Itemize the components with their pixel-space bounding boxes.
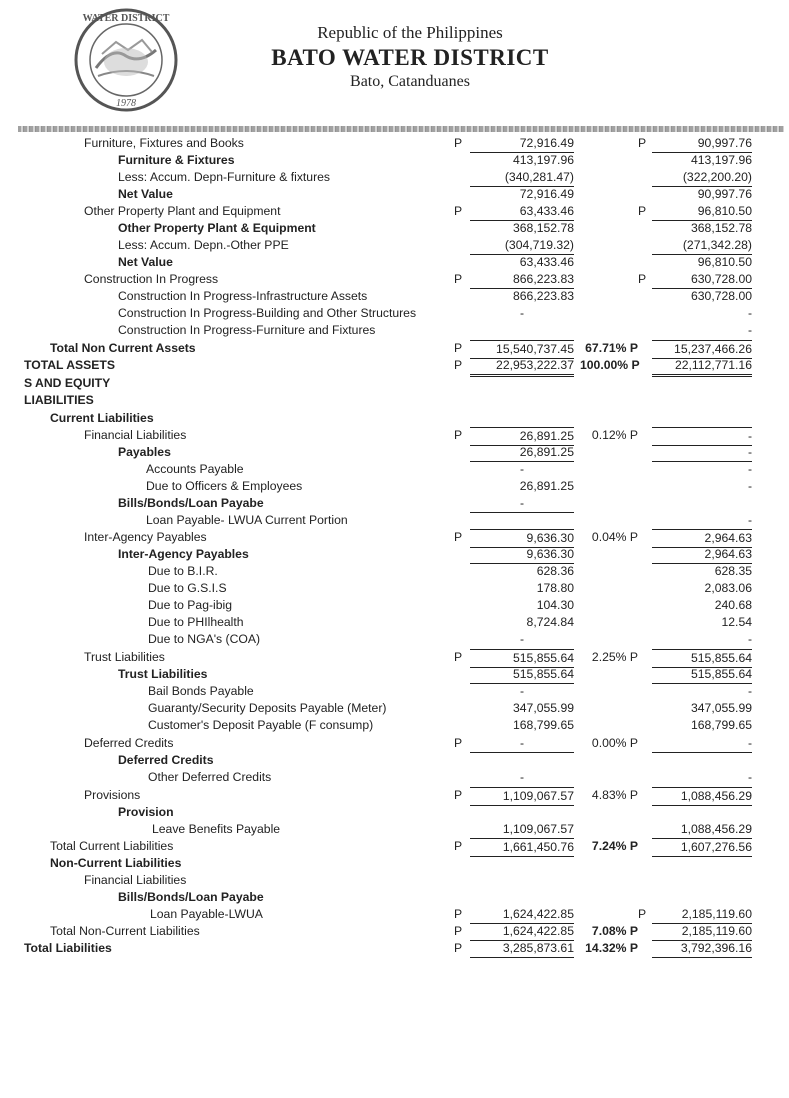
prior-year-value: 90,997.76 [697, 187, 752, 201]
current-year-value: 15,540,737.45 [470, 340, 574, 359]
statement-row [0, 940, 789, 957]
statement-row [0, 271, 789, 288]
statement-row [0, 872, 789, 889]
peso-sign: P [454, 358, 463, 372]
current-year-value: 72,916.49 [519, 187, 574, 201]
prior-year-value: - [747, 513, 752, 527]
statement-row [0, 700, 789, 717]
percent-share: 0.00% P [591, 736, 638, 750]
current-year-value: 413,197.96 [513, 153, 574, 167]
row-label: Customer's Deposit Payable (F consump) [148, 718, 374, 732]
prior-year-value: - [652, 427, 752, 446]
statement-row [0, 787, 789, 804]
prior-year-value: - [652, 735, 752, 753]
row-label: Less: Accum. Depn.-Other PPE [118, 238, 289, 252]
statement-row [0, 923, 789, 940]
statement-row [0, 461, 789, 478]
statement-row [0, 735, 789, 752]
peso-sign: P [454, 736, 463, 750]
prior-year-value: 628.35 [714, 564, 752, 578]
prior-year-value: 96,810.50 [652, 203, 752, 221]
prior-year-value: 22,112,771.16 [652, 357, 752, 377]
current-year-value: 8,724.84 [526, 615, 574, 629]
prior-year-value: 630,728.00 [691, 289, 752, 303]
peso-sign: P [454, 136, 463, 150]
row-label: Due to NGA's (COA) [148, 632, 261, 646]
district-name: BATO WATER DISTRICT [271, 45, 549, 70]
row-label: Due to G.S.I.S [148, 581, 227, 595]
statement-row [0, 186, 789, 203]
statement-row [0, 906, 789, 923]
current-year-value: 168,799.65 [513, 718, 574, 732]
row-label: Total Current Liabilities [50, 839, 174, 853]
statement-row [0, 889, 789, 906]
prior-year-value: - [747, 684, 752, 698]
statement-row [0, 546, 789, 563]
percent-share: 14.32% P [585, 941, 638, 955]
statement-row [0, 838, 789, 855]
statement-row [0, 203, 789, 220]
current-year-value: 1,624,422.85 [470, 906, 574, 924]
row-label: Financial Liabilities [84, 428, 187, 442]
statement-row [0, 254, 789, 271]
current-year-value: (304,719.32) [470, 237, 574, 255]
statement-row [0, 769, 789, 786]
statement-row [0, 410, 789, 427]
current-year-value: 72,916.49 [470, 135, 574, 153]
prior-year-value: - [652, 444, 752, 462]
republic-line: Republic of the Philippines [317, 23, 503, 42]
header-divider [18, 126, 784, 132]
peso-sign: P [454, 650, 463, 664]
statement-row [0, 631, 789, 648]
statement-row [0, 821, 789, 838]
row-label: Loan Payable- LWUA Current Portion [146, 513, 348, 527]
statement-row [0, 683, 789, 700]
current-year-value: (340,281.47) [470, 169, 574, 187]
prior-year-value: 168,799.65 [691, 718, 752, 732]
row-label: Leave Benefits Payable [152, 822, 281, 836]
current-year-value: - [519, 462, 525, 476]
percent-share: 100.00% P [580, 358, 640, 372]
peso-sign: P [454, 428, 463, 442]
statement-row [0, 717, 789, 734]
statement-row [0, 478, 789, 495]
current-year-value: 22,953,222.37 [470, 357, 574, 377]
row-label: Inter-Agency Payables [118, 547, 249, 561]
district-address: Bato, Catanduanes [350, 73, 470, 90]
seal-year: 1978 [116, 98, 136, 109]
statement-row [0, 512, 789, 529]
statement-row [0, 340, 789, 357]
prior-year-value: 2,185,119.60 [652, 906, 752, 924]
current-year-value: 9,636.30 [470, 529, 574, 548]
peso-sign: P [454, 924, 463, 938]
row-label: Total Non-Current Liabilities [50, 924, 200, 938]
prior-year-value: - [747, 306, 752, 320]
current-year-value: 347,055.99 [513, 701, 574, 715]
prior-year-value: - [747, 770, 752, 784]
row-label: Construction In Progress-Furniture and Fixtures [118, 323, 376, 337]
row-label: Other Property Plant & Equipment [118, 221, 316, 235]
row-label: Less: Accum. Depn-Furniture & fixtures [118, 170, 331, 184]
row-label: Net Value [118, 187, 173, 201]
prior-year-value: 515,855.64 [652, 666, 752, 684]
current-year-value: 866,223.83 [470, 271, 574, 289]
row-label: Deferred Credits [118, 753, 214, 767]
row-label: Total Liabilities [24, 941, 112, 955]
current-year-value: 628.36 [536, 564, 574, 578]
statement-row [0, 152, 789, 169]
percent-share: 0.04% P [591, 530, 638, 544]
prior-year-value: 368,152.78 [691, 221, 752, 235]
statement-row [0, 427, 789, 444]
row-label: Net Value [118, 255, 173, 269]
statement-row [0, 220, 789, 237]
prior-year-value: 2,964.63 [652, 546, 752, 564]
row-label: Financial Liabilities [84, 873, 187, 887]
prior-year-value: 2,185,119.60 [652, 923, 752, 941]
statement-row [0, 597, 789, 614]
prior-year-value: 630,728.00 [652, 271, 752, 289]
current-year-value: 63,433.46 [519, 255, 574, 269]
statement-row [0, 752, 789, 769]
current-year-value: - [519, 306, 525, 320]
statement-row [0, 357, 789, 374]
statement-row [0, 288, 789, 305]
percent-share: 4.83% P [591, 788, 638, 802]
peso-sign: P [454, 788, 463, 802]
prior-year-value: - [747, 479, 752, 493]
percent-share: 0.12% P [591, 428, 638, 442]
statement-row [0, 305, 789, 322]
row-label: Due to Pag-ibig [148, 598, 233, 612]
prior-year-value: (322,200.20) [652, 169, 752, 187]
current-year-value: 866,223.83 [513, 289, 574, 303]
row-label: Payables [118, 445, 171, 459]
current-year-value: - [519, 770, 525, 784]
statement-row [0, 135, 789, 152]
row-label: Guaranty/Security Deposits Payable (Meter) [148, 701, 387, 715]
row-label: Accounts Payable [146, 462, 244, 476]
statement-row [0, 375, 789, 392]
current-year-value: - [519, 684, 525, 698]
row-label: S AND EQUITY [24, 376, 111, 390]
row-label: Provision [118, 805, 174, 819]
current-year-value: 26,891.25 [519, 479, 574, 493]
prior-year-value: - [747, 632, 752, 646]
current-year-value: 178.80 [536, 581, 574, 595]
prior-year-value: 15,237,466.26 [652, 340, 752, 359]
row-label: Loan Payable-LWUA [150, 907, 263, 921]
prior-year-value: 2,083.06 [704, 581, 752, 595]
row-label: Total Non Current Assets [50, 341, 196, 355]
prior-year-value: 240.68 [714, 598, 752, 612]
row-label: Bills/Bonds/Loan Payabe [118, 496, 264, 510]
current-year-value: 515,855.64 [470, 666, 574, 684]
current-year-value: 26,891.25 [470, 427, 574, 446]
current-year-value: 9,636.30 [470, 546, 574, 564]
row-label: Construction In Progress-Infrastructure Assets [118, 289, 368, 303]
row-label: Deferred Credits [84, 736, 174, 750]
peso-sign: P [454, 272, 463, 286]
peso-sign: P [454, 341, 463, 355]
prior-year-value: 515,855.64 [652, 649, 752, 668]
row-label: Furniture & Fixtures [118, 153, 235, 167]
prior-year-value: 12.54 [721, 615, 752, 629]
statement-row [0, 529, 789, 546]
statement-row [0, 666, 789, 683]
seal-top-text: WATER DISTRICT [82, 13, 170, 24]
prior-year-value: 3,792,396.16 [652, 940, 752, 958]
prior-year-value: 90,997.76 [652, 135, 752, 153]
statement-row [0, 563, 789, 580]
prior-year-value: 1,607,276.56 [652, 838, 752, 857]
current-year-value: 1,661,450.76 [470, 838, 574, 857]
statement-row [0, 614, 789, 631]
prior-year-value: 347,055.99 [691, 701, 752, 715]
prior-year-value: - [747, 462, 752, 476]
row-label: Provisions [84, 788, 141, 802]
current-year-value: 1,624,422.85 [470, 923, 574, 941]
statement-row [0, 495, 789, 512]
percent-share: 2.25% P [591, 650, 638, 664]
row-label: Trust Liabilities [118, 667, 208, 681]
row-label: Construction In Progress [84, 272, 219, 286]
prior-year-value: (271,342.28) [652, 237, 752, 255]
prior-year-value: 1,088,456.29 [652, 787, 752, 806]
letterhead [200, 22, 620, 92]
percent-share: 7.24% P [591, 839, 638, 853]
current-year-value: - [470, 735, 574, 753]
row-label: Bills/Bonds/Loan Payabe [118, 890, 264, 904]
row-label: Due to PHIlhealth [148, 615, 244, 629]
row-label: TOTAL ASSETS [24, 358, 115, 372]
peso-sign: P [638, 907, 647, 921]
row-label: Due to Officers & Employees [146, 479, 303, 493]
peso-sign: P [454, 839, 463, 853]
peso-sign: P [638, 272, 647, 286]
current-year-value: 26,891.25 [470, 444, 574, 462]
row-label: Other Deferred Credits [148, 770, 272, 784]
row-label: Inter-Agency Payables [84, 530, 207, 544]
statement-row [0, 237, 789, 254]
row-label: Construction In Progress-Building and Other Structures [118, 306, 417, 320]
row-label: Non-Current Liabilities [50, 856, 182, 870]
row-label: Furniture, Fixtures and Books [84, 136, 244, 150]
row-label: Other Property Plant and Equipment [84, 204, 281, 218]
statement-row [0, 444, 789, 461]
prior-year-value: 96,810.50 [697, 255, 752, 269]
statement-row [0, 322, 789, 339]
prior-year-value: 2,964.63 [652, 529, 752, 548]
peso-sign: P [638, 136, 647, 150]
percent-share: 67.71% P [585, 341, 638, 355]
prior-year-value: 413,197.96 [691, 153, 752, 167]
statement-row [0, 855, 789, 872]
peso-sign: P [454, 204, 463, 218]
water-district-seal [72, 6, 180, 114]
peso-sign: P [638, 204, 647, 218]
current-year-value: 3,285,873.61 [470, 940, 574, 958]
peso-sign: P [454, 941, 463, 955]
current-year-value: 104.30 [536, 598, 574, 612]
row-label: LIABILITIES [24, 393, 94, 407]
statement-row [0, 169, 789, 186]
statement-row [0, 580, 789, 597]
current-year-value: 63,433.46 [470, 203, 574, 221]
current-year-value: 1,109,067.57 [470, 787, 574, 806]
percent-share: 7.08% P [591, 924, 638, 938]
prior-year-value: 1,088,456.29 [680, 822, 752, 836]
statement-row [0, 804, 789, 821]
statement-row [0, 649, 789, 666]
statement-row [0, 392, 789, 409]
current-year-value: - [519, 632, 525, 646]
peso-sign: P [454, 907, 463, 921]
row-label: Bail Bonds Payable [148, 684, 254, 698]
row-label: Trust Liabilities [84, 650, 165, 664]
current-year-value: - [470, 495, 574, 513]
peso-sign: P [454, 530, 463, 544]
prior-year-value: - [747, 323, 752, 337]
current-year-value: 368,152.78 [513, 221, 574, 235]
row-label: Current Liabilities [50, 411, 154, 425]
current-year-value: 515,855.64 [470, 649, 574, 668]
current-year-value: 1,109,067.57 [502, 822, 574, 836]
row-label: Due to B.I.R. [148, 564, 218, 578]
